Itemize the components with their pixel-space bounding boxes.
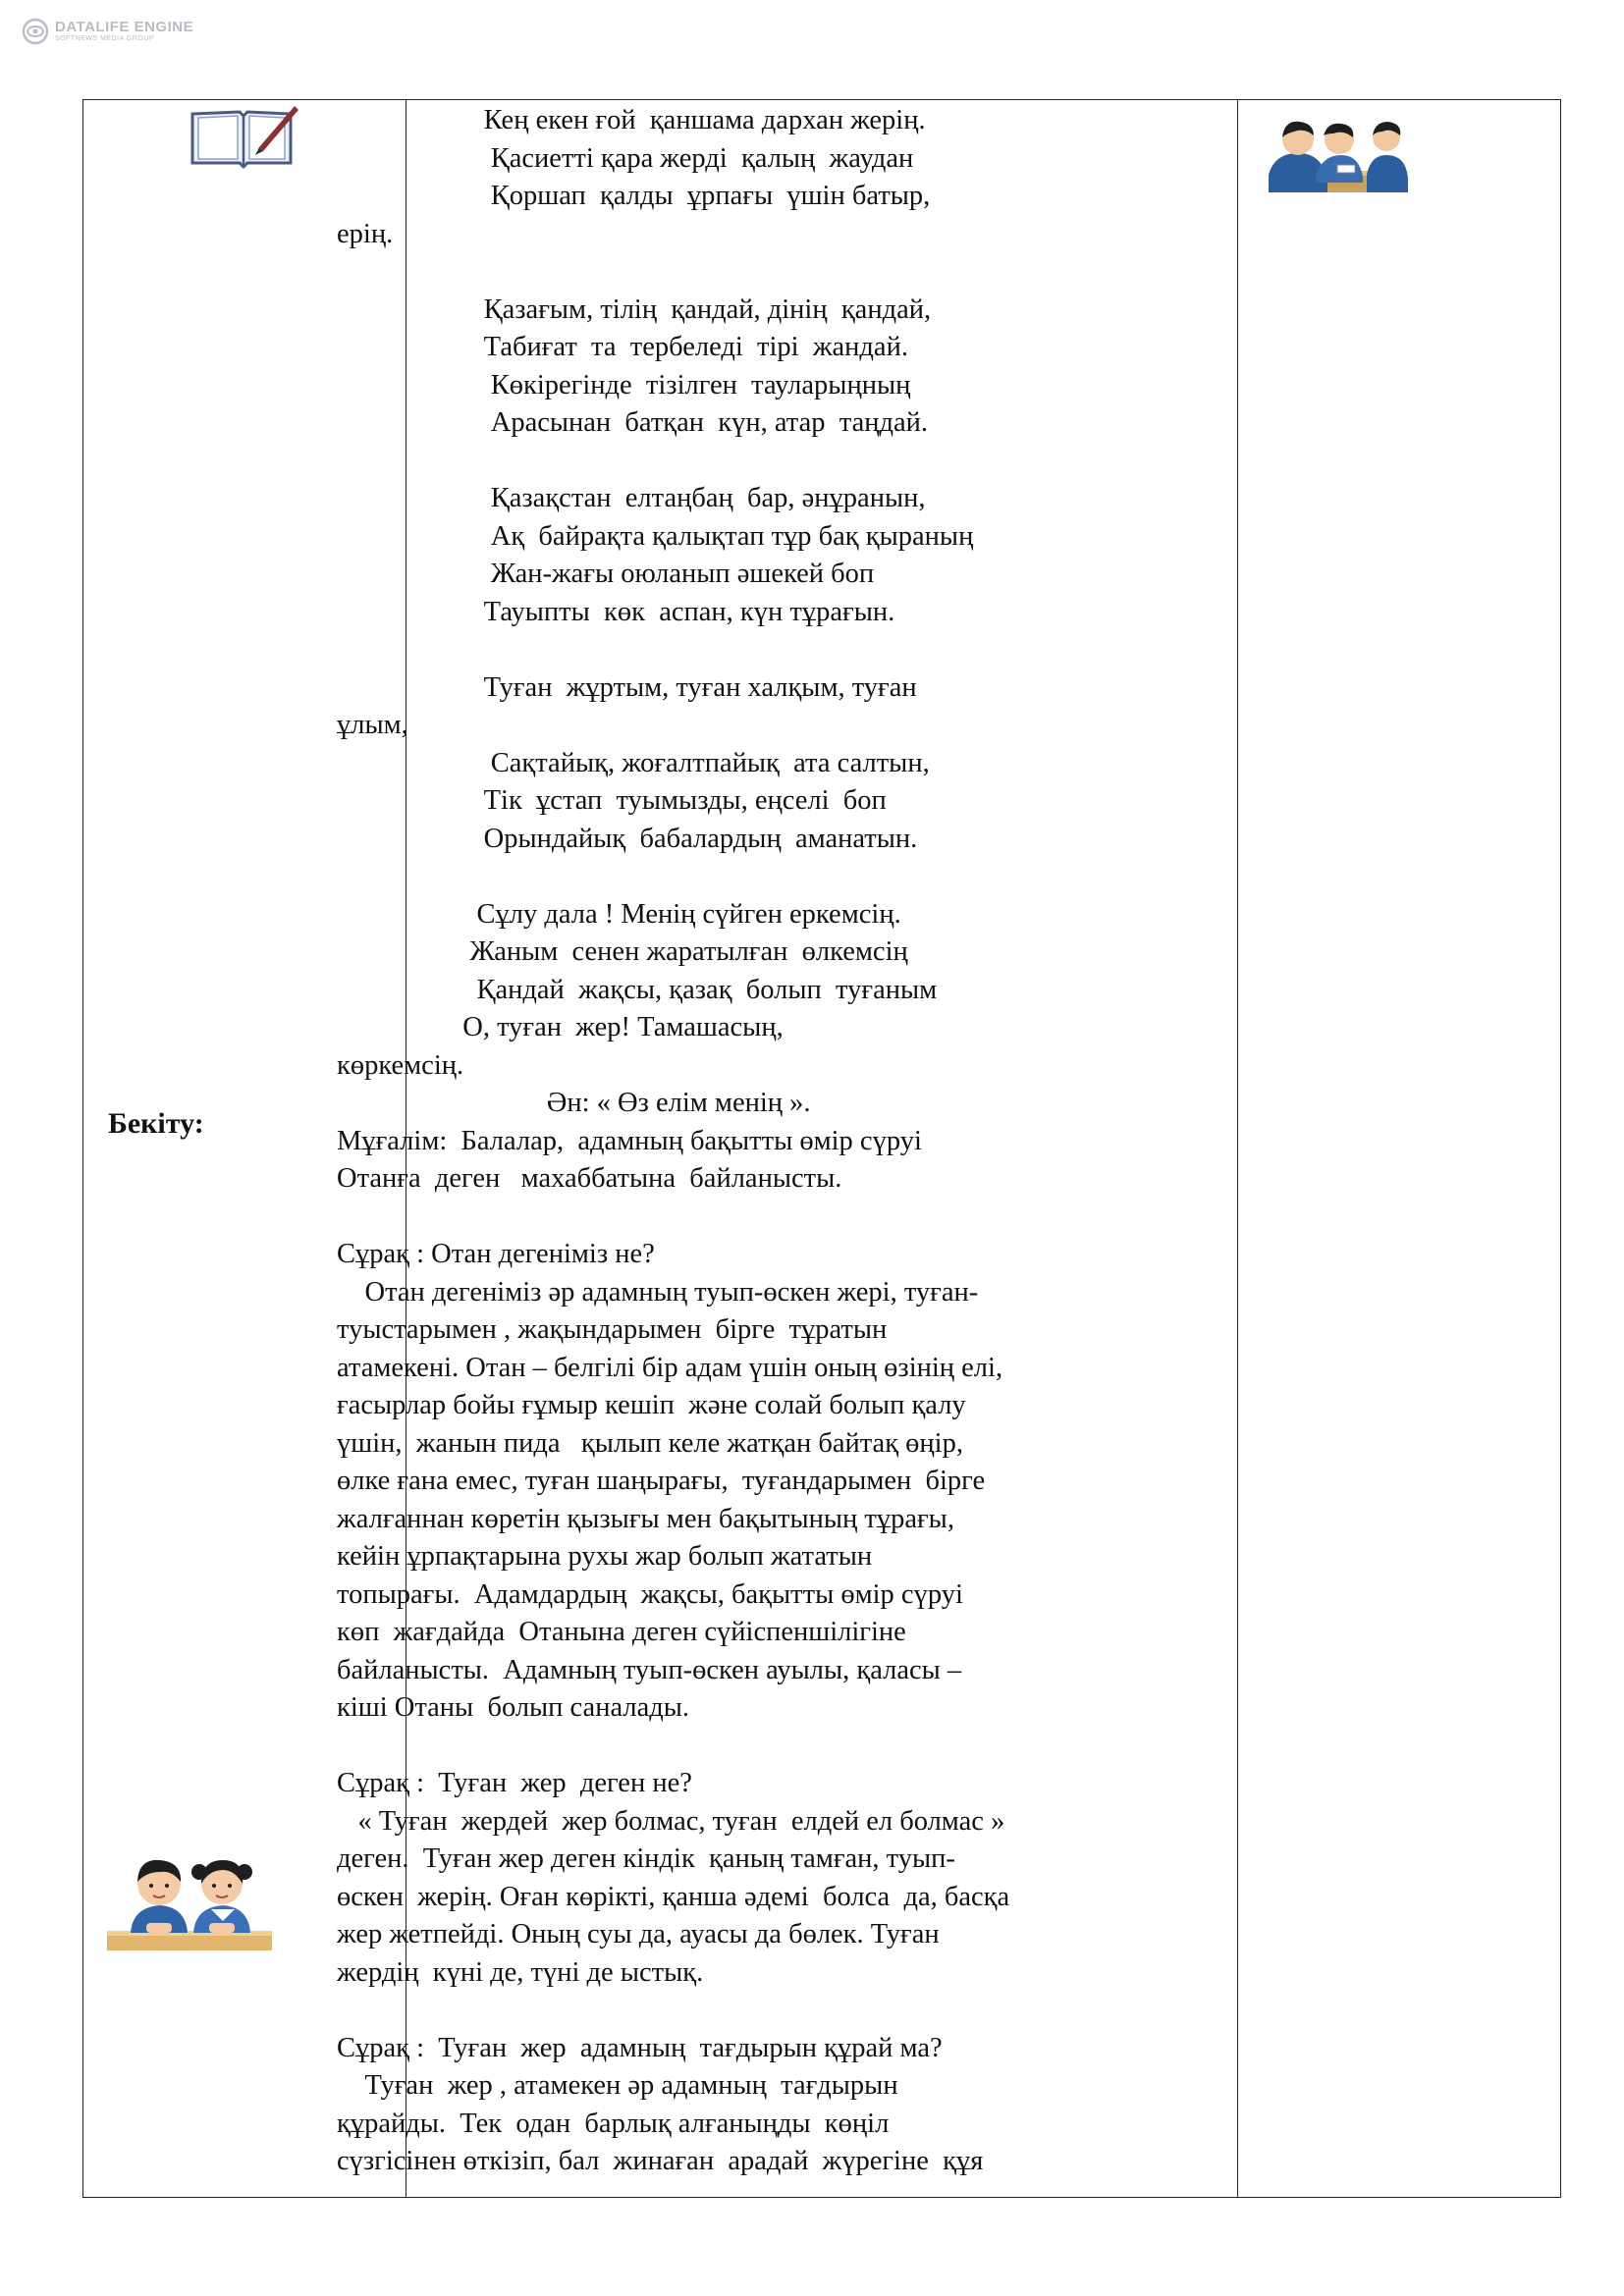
- poem-line: Кең екен ғой қаншама дархан жерің.: [337, 105, 926, 135]
- text-line: кіші Отаны болып саналады.: [337, 1692, 690, 1723]
- discussion-block: [337, 1123, 1152, 2181]
- poem-line: Көкірегінде тізілген тауларыңның: [337, 369, 911, 400]
- datalife-watermark: [22, 18, 193, 45]
- watermark-subtitle: SOFTNEWS MEDIA GROUP: [55, 35, 155, 42]
- blank-line: [337, 858, 1152, 896]
- text-line: Сұрақ : Туған жер деген не?: [337, 1768, 692, 1798]
- pupils-at-desk-icon: [103, 1850, 276, 1958]
- text-line: « Туған жердей жер болмас, туған елдей ел болмас »: [337, 1805, 1005, 1837]
- section-label-bekitu: Бекіту:: [108, 1107, 204, 1140]
- text-line: Туған жер , атамекен әр адамның тағдырын: [337, 2070, 898, 2101]
- poem-line: Сақтайық, жоғалтпайық ата салтын,: [337, 747, 930, 778]
- text-line: Сұрақ : Отан дегеніміз не?: [337, 1239, 655, 1269]
- pupils-writing-icon: [1265, 114, 1410, 200]
- open-book-icon: [189, 102, 298, 171]
- poem-line: Ақ байрақта қалықтап тұр бақ қыраның: [337, 520, 974, 552]
- text-line: жердің күні де, түні де ыстық.: [337, 1956, 704, 1988]
- text-line: көп жағдайда Отанына деген сүйіспеншілігіне: [337, 1617, 906, 1647]
- text-line: жер жетпейді. Оның суы да, ауасы да бөлек. Туған: [337, 1919, 940, 1949]
- poem-line: Қазақстан елтаңбаң бар, әнұранын,: [337, 483, 926, 513]
- text-line: үшін, жанын пида қылып келе жатқан байтақ өңір,: [337, 1427, 963, 1459]
- text-line: Отанға деген махаббатына байланысты.: [337, 1163, 842, 1194]
- blank-line: [337, 443, 1152, 481]
- text-line: топырағы. Адамдардың жақсы, бақытты өмір сүруі: [337, 1578, 963, 1610]
- poem-line: Тауыпты көк аспан, күн тұрағын.: [337, 596, 895, 627]
- blank-line: [337, 1199, 1152, 1237]
- poem-line: Сұлу дала ! Менің сүйген еркемсің.: [337, 898, 901, 930]
- poem-line: ұлым,: [337, 710, 408, 740]
- text-line: байланысты. Адамның туып-өскен ауылы, қаласы –: [337, 1654, 962, 1685]
- poem-line: Қоршап қалды ұрпағы үшін батыр,: [337, 181, 931, 211]
- eye-logo-icon: [22, 18, 49, 45]
- lesson-text: [337, 102, 1152, 2181]
- poem-line: ерің.: [337, 218, 394, 249]
- poem-line: Ән: « Өз елім менің ».: [337, 1088, 811, 1118]
- text-line: өлке ғана емес, туған шаңырағы, туғандарымен бірге: [337, 1466, 986, 1496]
- text-line: сүзгісінен өткізіп, бал жинаған арадай жүрегіне құя: [337, 2146, 984, 2176]
- poem-line: Орындайық бабалардың аманатын.: [337, 823, 918, 854]
- poem-line: Тік ұстап туымызды, еңселі боп: [337, 785, 887, 816]
- poem-line: Қасиетті қара жерді қалың жаудан: [337, 142, 914, 174]
- text-line: өскен жерің. Оған көрікті, қанша әдемі болса да, басқа: [337, 1881, 1010, 1912]
- text-line: туыстарымен , жақындарымен бірге тұратын: [337, 1314, 888, 1345]
- poem-line: Қандай жақсы, қазақ болып туғаным: [337, 974, 938, 1005]
- text-line: Сұрақ : Туған жер адамның тағдырын құрай ма?: [337, 2032, 943, 2063]
- poem-line: көркемсің.: [337, 1049, 464, 1081]
- text-line: кейін ұрпақтарына рухы жар болып жататын: [337, 1541, 873, 1572]
- watermark-brand: DATALIFE ENGINE: [55, 19, 194, 35]
- column-divider-right: [1237, 100, 1238, 2197]
- text-line: деген. Туған жер деген кіндік қаның тамған, туып-: [337, 1843, 955, 1874]
- blank-line: [337, 253, 1152, 292]
- blank-line: [337, 1992, 1152, 2030]
- text-line: Отан дегеніміз әр адамның туып-өскен жері, туған-: [337, 1276, 979, 1308]
- text-line: құрайды. Тек одан барлық алғаныңды көңіл: [337, 2108, 890, 2139]
- poem-block: [337, 102, 1152, 1123]
- poem-line: О, туған жер! Тамашасың,: [337, 1012, 784, 1042]
- blank-line: [337, 1728, 1152, 1766]
- poem-line: Арасынан батқан күн, атар таңдай.: [337, 407, 928, 438]
- poem-line: Қазағым, тілің қандай, дінің қандай,: [337, 294, 932, 325]
- blank-line: [337, 631, 1152, 669]
- text-line: ғасырлар бойы ғұмыр кешіп және солай болып қалу: [337, 1390, 966, 1420]
- poem-line: Жан-жағы оюланып әшекей боп: [337, 559, 875, 589]
- text-line: Мұғалім: Балалар, адамның бақытты өмір сүруі: [337, 1125, 922, 1156]
- poem-line: Жаным сенен жаратылған өлкемсің: [337, 936, 908, 967]
- text-line: атамекені. Отан – белгілі бір адам үшін оның өзінің елі,: [337, 1352, 1003, 1383]
- poem-line: Табиғат та тербеледі тірі жандай.: [337, 332, 908, 362]
- poem-line: Туған жұртым, туған халқым, туған: [337, 671, 917, 703]
- text-line: жалғаннан көретін қызығы мен бақытының тұрағы,: [337, 1503, 954, 1534]
